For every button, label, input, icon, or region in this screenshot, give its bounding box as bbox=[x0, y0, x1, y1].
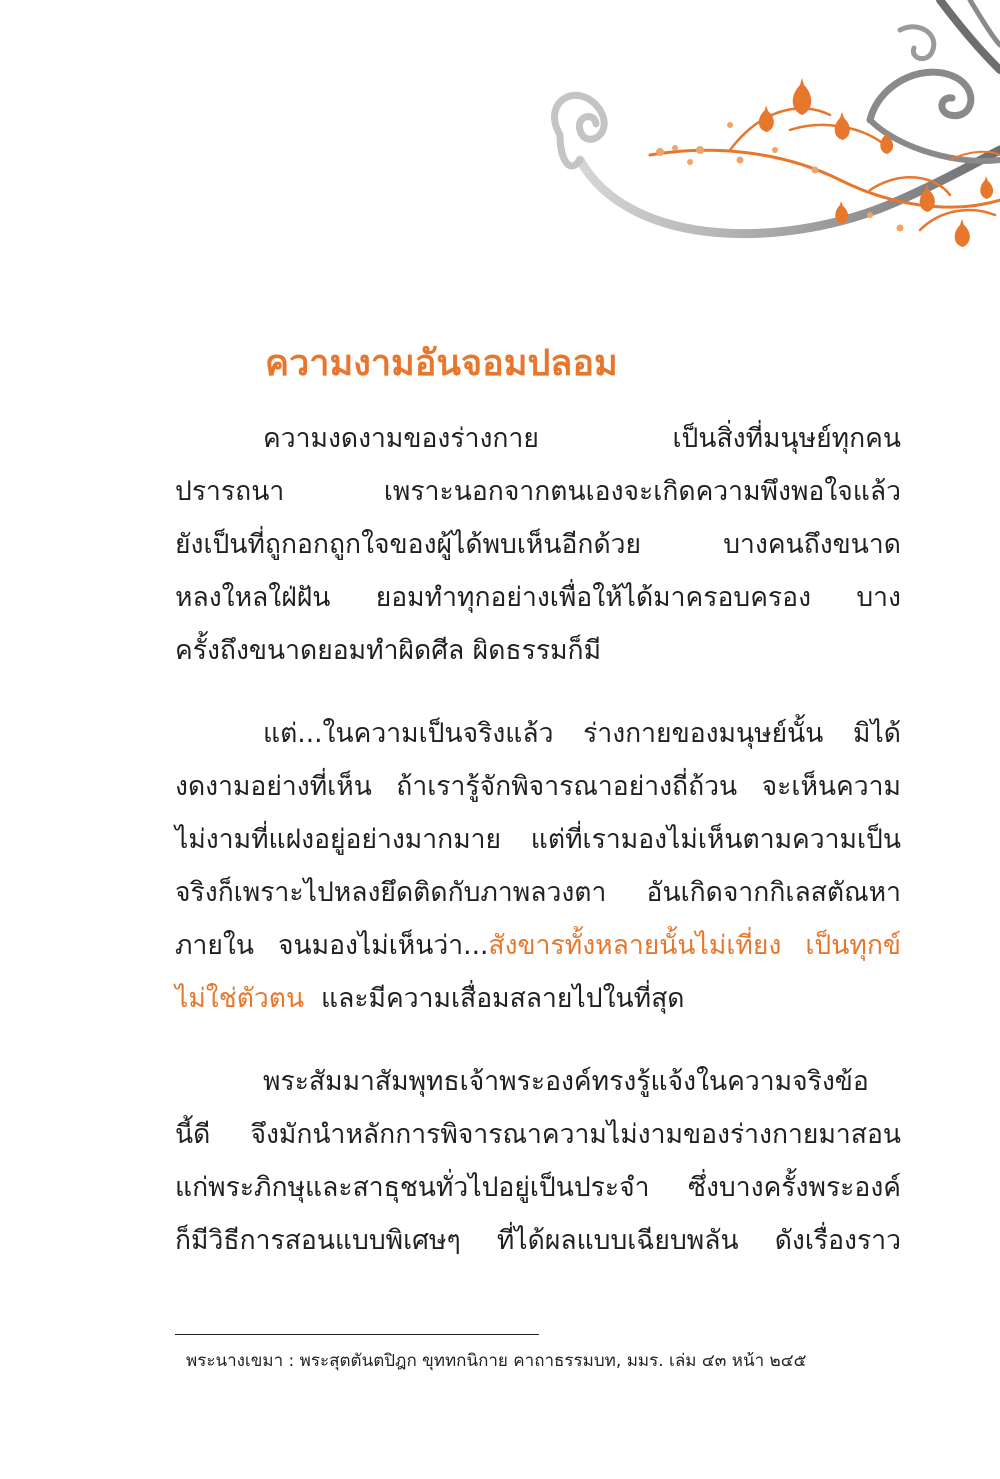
paragraph-line-mixed bbox=[175, 919, 901, 972]
paragraph-3 bbox=[175, 1055, 901, 1267]
paragraph-line: จริงก็เพราะไปหลงยึดติดกับภาพลวงตา อันเกิดจากกิเลสตัณหา bbox=[175, 877, 901, 908]
paragraph-line: ความงดงามของร่างกาย เป็นสิ่งที่มนุษย์ทุกคน bbox=[263, 423, 901, 454]
floral-ornament-icon bbox=[540, 0, 1000, 270]
paragraph-line: ครั้งถึงขนาดยอมทำผิดศีล ผิดธรรมก็มี bbox=[175, 635, 602, 666]
paragraph-line: หลงใหลใฝ่ฝัน ยอมทำทุกอย่างเพื่อให้ได้มาครอบครอง บาง bbox=[175, 582, 901, 613]
paragraph-text: และมีความเสื่อมสลายไปในที่สุด bbox=[321, 983, 685, 1014]
paragraph-2 bbox=[175, 707, 901, 1025]
paragraph-line: ยังเป็นที่ถูกอกถูกใจของผู้ได้พบเห็นอีกด้วย บางคนถึงขนาด bbox=[175, 529, 901, 560]
page-title: ความงามอันจอมปลอม bbox=[265, 343, 618, 384]
paragraph-line: นี้ดี จึงมักนำหลักการพิจารณาความไม่งามของร่างกายมาสอน bbox=[175, 1119, 901, 1150]
paragraph-line: แก่พระภิกษุและสาธุชนทั่วไปอยู่เป็นประจำ ซึ่งบางครั้งพระองค์ bbox=[175, 1172, 901, 1203]
paragraph-line: ไม่งามที่แฝงอยู่อย่างมากมาย แต่ที่เรามองไม่เห็นตามความเป็น bbox=[175, 824, 901, 855]
paragraph-line: ปรารถนา เพราะนอกจากตนเองจะเกิดความพึงพอใจแล้ว bbox=[175, 476, 901, 507]
footnote-divider bbox=[175, 1334, 539, 1335]
paragraph-line: แต่...ในความเป็นจริงแล้ว ร่างกายของมนุษย์นั้น มิได้ bbox=[263, 718, 901, 749]
paragraph-text: ภายใน จนมองไม่เห็นว่า... bbox=[175, 930, 489, 961]
paragraph-1 bbox=[175, 412, 901, 677]
paragraph-line: ก็มีวิธีการสอนแบบพิเศษๆ ที่ได้ผลแบบเฉียบพลัน ดังเรื่องราว bbox=[175, 1225, 901, 1256]
paragraph-line-mixed bbox=[175, 972, 901, 1025]
highlighted-text: ไม่ใช่ตัวตน bbox=[175, 983, 305, 1014]
highlighted-text: สังขารทั้งหลายนั้นไม่เที่ยง เป็นทุกข์ bbox=[488, 930, 901, 961]
paragraph-line: พระสัมมาสัมพุทธเจ้าพระองค์ทรงรู้แจ้งในความจริงข้อ bbox=[263, 1066, 869, 1097]
footnote: พระนางเขมา : พระสุตตันตปิฎก ขุททกนิกาย คาถาธรรมบท, มมร. เล่ม ๔๓ หน้า ๒๔๕ bbox=[186, 1351, 807, 1371]
paragraph-line: งดงามอย่างที่เห็น ถ้าเรารู้จักพิจารณาอย่างถี่ถ้วน จะเห็นความ bbox=[175, 771, 901, 802]
